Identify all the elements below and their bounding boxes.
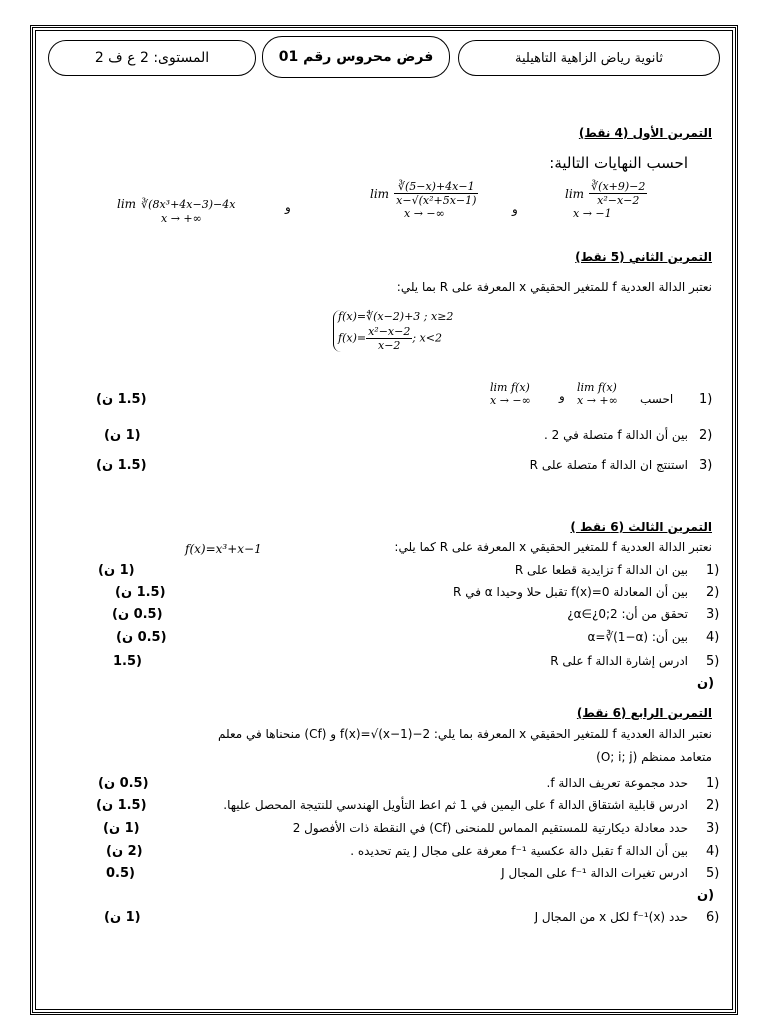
ex4-q3-number: 3) [706, 821, 720, 836]
ex2-q3-number: 3) [699, 458, 713, 473]
lim-word: lim [565, 187, 585, 201]
q1-lim-b: lim f(x) [490, 381, 530, 394]
ex4-q5-points: 0.5) [106, 866, 135, 881]
school-name: ثانوية رياض الزاهية التاهيلية [515, 50, 664, 66]
lim1-denominator: x²−x−2 [597, 194, 640, 207]
ex3-q5-points: 1.5) [113, 654, 142, 669]
lim1-numerator: ∛(x+9)−2 [591, 180, 646, 193]
ex1-title: التمرين الأول (4 نقط) [578, 126, 712, 140]
ex2-piecewise [333, 310, 453, 352]
lim-word: lim [370, 187, 390, 201]
ex3-q5-number: 5) [706, 654, 720, 669]
ex4-q5-number: 5) [706, 866, 720, 881]
ex1-limit-2 [370, 180, 478, 220]
level-label: المستوى: 2 ع ف 2 [94, 50, 210, 66]
ex2-q1-text: احسب [640, 392, 674, 406]
ex3-q4-text: بين أن: α=∛(1−α) [587, 630, 688, 644]
q1-lim-a: lim f(x) [577, 381, 617, 394]
ex2-q1-number: 1) [699, 392, 713, 407]
lim2-numerator: ∛(5−x)+4x−1 [394, 180, 478, 194]
ex4-q4-text: بين أن الدالة f تقبل دالة عكسية f⁻¹ معرفة على مجال J يتم تحديده . [350, 844, 688, 858]
exam-title: فرض محروس رقم 01 [278, 49, 434, 65]
ex3-q5-points-unit: ن) [697, 676, 715, 691]
ex4-q3-points: (1 ن) [103, 821, 140, 836]
lim1-subscript: x → −1 [573, 207, 612, 220]
ex4-q1-points: (0.5 ن) [98, 776, 149, 791]
ex4-q4-points: (2 ن) [106, 844, 143, 859]
ex3-q2-number: 2) [706, 585, 720, 600]
ex4-q5-points-unit: ن) [697, 888, 715, 903]
ex3-q5-text: ادرس إشارة الدالة f على R [550, 654, 688, 668]
ex2-q3-text: استنتج ان الدالة f متصلة على R [529, 458, 688, 472]
ex2-q2-number: 2) [699, 428, 713, 443]
q1-lim-a-sub: x → +∞ [577, 394, 618, 407]
ex4-q6-points: (1 ن) [104, 910, 141, 925]
ex3-intro: نعتبر الدالة العددية f للمتغير الحقيقي x المعرفة على R كما يلي: [394, 540, 712, 554]
level-box [48, 40, 256, 76]
lim2-subscript: x → −∞ [404, 207, 445, 220]
ex4-q6-text: حدد f⁻¹(x) لكل x من المجال J [534, 910, 688, 924]
ex4-q4-number: 4) [706, 844, 720, 859]
lim3-expression: ∛(8x³+4x−3)−4x [141, 198, 236, 211]
ex3-q4-number: 4) [706, 630, 720, 645]
ex1-and-1: و [512, 202, 518, 216]
ex4-q5-text: ادرس تغيرات الدالة f⁻¹ على المجال J [501, 866, 688, 880]
ex4-q2-number: 2) [706, 798, 720, 813]
ex2-q2-text: بين أن الدالة f متصلة في 2 . [544, 428, 688, 442]
ex2-case-1: f(x)=∜(x−2)+3 ; x≥2 [338, 310, 454, 323]
ex4-q3-text: حدد معادلة ديكارتية للمستقيم المماس للمنحنى (Cf) في النقطة ذات الأفصول 2 [292, 821, 688, 835]
ex4-q1-text: حدد مجموعة تعريف الدالة f. [546, 776, 688, 790]
ex3-q3-text: تحقق من أن: α∈¿0;2¿ [567, 607, 688, 621]
ex1-instruction: احسب النهايات التالية: [549, 154, 688, 172]
ex2-q1-and: و [559, 389, 565, 403]
ex3-q2-points: (1.5 ن) [115, 585, 166, 600]
ex2-q1-points: (1.5 ن) [96, 392, 147, 407]
ex1-limit-1 [565, 180, 647, 220]
ex3-q1-text: بين ان الدالة f تزايدية قطعا على R [514, 563, 688, 577]
ex3-q2-text: بين أن المعادلة f(x)=0 تقبل حلا وحيدا α في R [453, 585, 688, 599]
ex2-q3-points: (1.5 ن) [96, 458, 147, 473]
ex2-intro: نعتبر الدالة العددية f للمتغير الحقيقي x المعرفة على R بما يلي: [396, 280, 712, 294]
ex3-q3-number: 3) [706, 607, 720, 622]
ex4-q2-points: (1.5 ن) [96, 798, 147, 813]
lim3-subscript: x → +∞ [161, 212, 202, 225]
ex2-q2-points: (1 ن) [104, 428, 141, 443]
ex2-q1-limit-b [490, 381, 531, 407]
school-name-box [458, 40, 720, 76]
lim2-denominator: x−√(x²+5x−1) [396, 194, 477, 207]
case2-left: f(x)= [338, 331, 367, 345]
case2-numerator: x²−x−2 [368, 325, 411, 338]
ex4-q1-number: 1) [706, 776, 720, 791]
q1-lim-b-sub: x → −∞ [490, 394, 531, 407]
ex2-case-2 [338, 325, 453, 352]
ex1-and-2: و [285, 200, 291, 214]
ex3-function: f(x)=x³+x−1 [185, 542, 262, 556]
ex4-q2-text: ادرس قابلية اشتقاق الدالة f على اليمين في 1 ثم اعط التأويل الهندسي للنتيجة المحصل عليها. [223, 798, 688, 812]
ex4-title: التمرين الرابع (6 نقط) [576, 706, 712, 720]
ex3-q1-points: (1 ن) [98, 563, 135, 578]
ex4-q6-number: 6) [706, 910, 720, 925]
ex1-limit-3 [117, 193, 235, 225]
ex3-q3-points: (0.5 ن) [112, 607, 163, 622]
case2-right: ; x<2 [412, 331, 442, 345]
lim-word: lim [117, 197, 137, 211]
ex4-intro-2: متعامد ممنظم (O; i; j) [596, 750, 712, 764]
ex2-title: التمرين الثاني (5 نقط) [575, 250, 712, 264]
case2-denominator: x−2 [377, 339, 401, 352]
exam-title-box [262, 36, 450, 78]
ex2-q1-limit-a [577, 381, 618, 407]
ex3-q1-number: 1) [706, 563, 720, 578]
ex4-intro-1: نعتبر الدالة العددية f للمتغير الحقيقي x المعرفة بما يلي: f(x)=√(x−1)−2 و (Cf) منحناها في معلم [218, 727, 712, 741]
ex3-q4-points: (0.5 ن) [116, 630, 167, 645]
ex3-title: التمرين الثالث (6 نقط ) [570, 520, 712, 534]
